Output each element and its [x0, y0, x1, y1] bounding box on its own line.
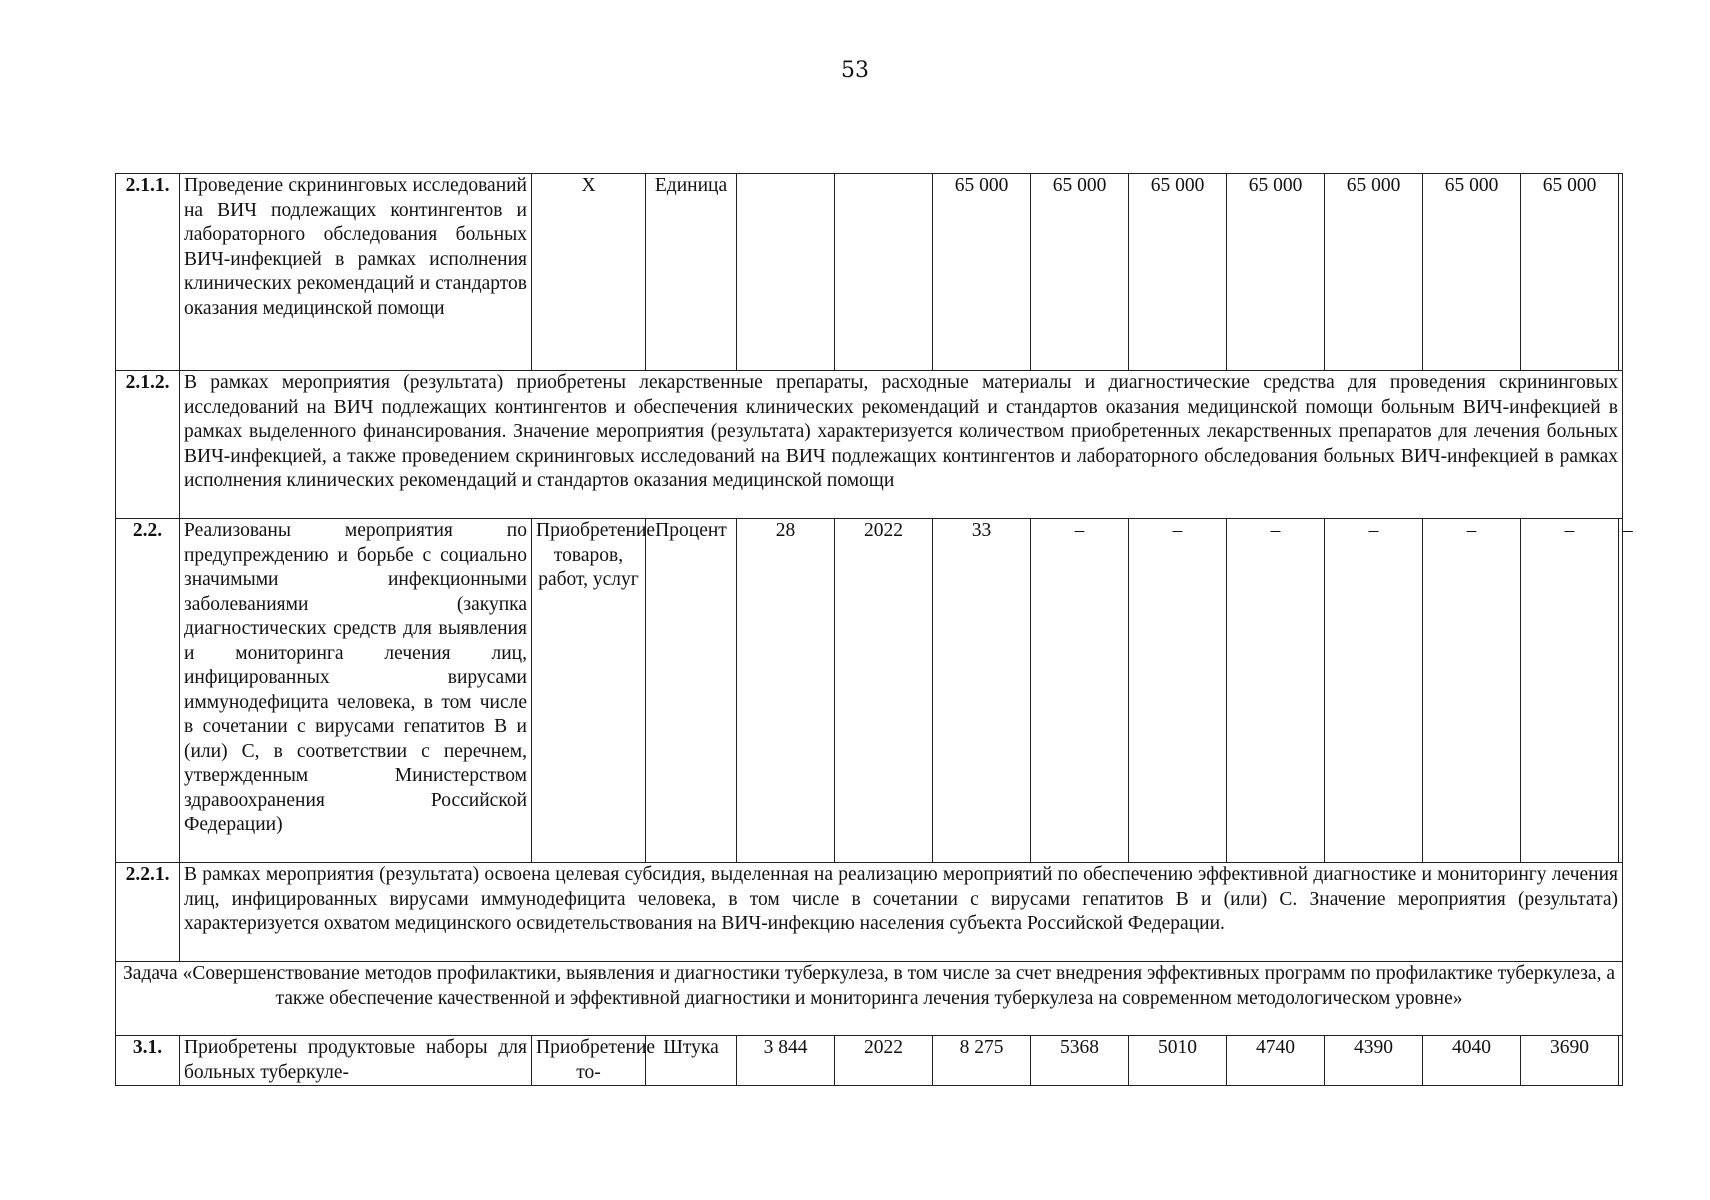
value-cell: 3690 — [1521, 1036, 1619, 1086]
value-cell: 65 000 — [1227, 174, 1325, 371]
value-cell: 33 — [933, 519, 1031, 863]
indicators-table — [115, 173, 1633, 1086]
value-cell: 4390 — [1325, 1036, 1423, 1086]
base-year: 2022 — [835, 519, 933, 863]
value-cell — [1619, 174, 1623, 371]
value-cell: 4040 — [1423, 1036, 1521, 1086]
row-number: 2.2. — [116, 519, 180, 863]
value-cell: 65 000 — [1521, 174, 1619, 371]
row-number: 2.1.1. — [116, 174, 180, 371]
row-description: В рамках мероприятия (результата) освоена целевая субсидия, выделенная на реализацию мероприятий по обеспечению эффективной диагностике и мониторингу лечения лиц, инфицированных вирусами иммунодефицита человека, в том числе в сочетании с вирусами гепатитов В и (или) С. Значение мероприятия (результата) характеризуется охватом медицинского освидетельствования на ВИЧ-инфекцию населения субъекта Российской Федерации. — [180, 863, 1623, 962]
value-cell: 5368 — [1031, 1036, 1129, 1086]
value-cell: 65 000 — [1325, 174, 1423, 371]
table-row — [116, 519, 1623, 863]
base-year: 2022 — [835, 1036, 933, 1086]
row-type: Х — [532, 174, 646, 371]
base-year — [835, 174, 933, 371]
value-cell: 65 000 — [1423, 174, 1521, 371]
value-cell: 65 000 — [1129, 174, 1227, 371]
row-name: Реализованы мероприятия по предупреждению и борьбе с социально значимыми инфекционными заболеваниями (закупка диагностических средств для выявления и мониторинга лечения лиц, инфицированных вирусами иммунодефицита человека, в том числе в сочетании с вирусами гепатитов В и (или) С, в соответствии с перечнем, утвержденным Министерством здравоохранения Российской Федерации) — [180, 519, 532, 863]
base-value — [737, 174, 835, 371]
value-cell: 4740 — [1227, 1036, 1325, 1086]
value-cell: 65 000 — [1031, 174, 1129, 371]
row-type: Приобретение товаров, работ, услуг — [532, 519, 646, 863]
value-cell: 65 000 — [933, 174, 1031, 371]
row-name: Проведение скрининговых исследований на ВИЧ подлежащих контингентов и лабораторного обследования больных ВИЧ-инфекцией в рамках исполнения клинических рекомендаций и стандартов оказания медицинской помощи — [180, 174, 532, 371]
table-row — [116, 371, 1623, 519]
row-unit: Единица — [646, 174, 737, 371]
value-cell — [1619, 1036, 1623, 1086]
row-unit: Процент — [646, 519, 737, 863]
value-cell: – — [1325, 519, 1423, 863]
base-value: 28 — [737, 519, 835, 863]
table-row — [116, 174, 1623, 371]
value-cell: – — [1619, 519, 1623, 863]
table-row — [116, 1036, 1623, 1086]
task-heading: Задача «Совершенствование методов профилактики, выявления и диагностики туберкулеза, в том числе за счет внедрения эффективных программ по профилактике туберкулеза, а также обеспечение качественной и эффективной диагностики и мониторинга лечения туберкулеза на современном методологическом уровне» — [116, 962, 1623, 1036]
page-number: 53 — [841, 58, 869, 83]
value-cell: 8 275 — [933, 1036, 1031, 1086]
row-number: 3.1. — [116, 1036, 180, 1086]
value-cell: – — [1031, 519, 1129, 863]
table-row — [116, 962, 1623, 1036]
value-cell: 5010 — [1129, 1036, 1227, 1086]
row-name: Приобретены продуктовые наборы для больных туберкуле- — [180, 1036, 532, 1086]
row-unit: Штука — [646, 1036, 737, 1086]
row-number: 2.1.2. — [116, 371, 180, 519]
table-row — [116, 863, 1623, 962]
value-cell: – — [1521, 519, 1619, 863]
value-cell: – — [1129, 519, 1227, 863]
row-type: Приобретение то- — [532, 1036, 646, 1086]
value-cell: – — [1423, 519, 1521, 863]
row-description: В рамках мероприятия (результата) приобретены лекарственные препараты, расходные материалы и диагностические средства для проведения скрининговых исследований на ВИЧ подлежащих контингентов и обеспечения клинических рекомендаций и стандартов оказания медицинской помощи больным ВИЧ-инфекцией в рамках выделенного финансирования. Значение мероприятия (результата) характеризуется количеством приобретенных лекарственных препаратов для лечения больных ВИЧ-инфекцией, а также проведением скрининговых исследований на ВИЧ подлежащих контингентов и лабораторного обследования больных ВИЧ-инфекцией в рамках исполнения клинических рекомендаций и стандартов оказания медицинской помощи — [180, 371, 1623, 519]
row-number: 2.2.1. — [116, 863, 180, 962]
value-cell: – — [1227, 519, 1325, 863]
base-value: 3 844 — [737, 1036, 835, 1086]
